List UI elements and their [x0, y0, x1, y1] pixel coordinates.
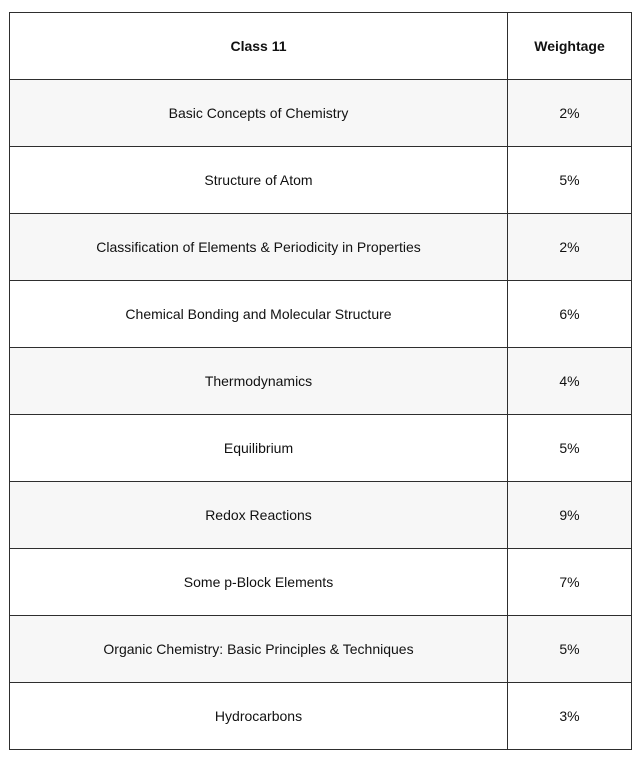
- table-row: [10, 348, 632, 415]
- table-row: [10, 549, 632, 616]
- topic-cell: Chemical Bonding and Molecular Structure: [10, 281, 508, 348]
- table-row: [10, 147, 632, 214]
- weightage-table: [9, 12, 632, 750]
- topic-cell: Organic Chemistry: Basic Principles & Techniques: [10, 616, 508, 683]
- header-weightage: Weightage: [508, 13, 632, 80]
- topic-cell: Some p-Block Elements: [10, 549, 508, 616]
- table-row: [10, 616, 632, 683]
- weightage-cell: 4%: [508, 348, 632, 415]
- weightage-cell: 6%: [508, 281, 632, 348]
- table-row: [10, 214, 632, 281]
- weightage-cell: 9%: [508, 482, 632, 549]
- table-row: [10, 683, 632, 750]
- weightage-cell: 5%: [508, 147, 632, 214]
- weightage-cell: 7%: [508, 549, 632, 616]
- table-body: [10, 80, 632, 750]
- table-row: [10, 482, 632, 549]
- table-row: [10, 281, 632, 348]
- header-row: [10, 13, 632, 80]
- header-class-11: Class 11: [10, 13, 508, 80]
- topic-cell: Classification of Elements & Periodicity in Properties: [10, 214, 508, 281]
- weightage-cell: 2%: [508, 214, 632, 281]
- weightage-cell: 5%: [508, 616, 632, 683]
- table-row: [10, 415, 632, 482]
- topic-cell: Equilibrium: [10, 415, 508, 482]
- topic-cell: Thermodynamics: [10, 348, 508, 415]
- topic-cell: Basic Concepts of Chemistry: [10, 80, 508, 147]
- weightage-cell: 3%: [508, 683, 632, 750]
- weightage-cell: 5%: [508, 415, 632, 482]
- weightage-cell: 2%: [508, 80, 632, 147]
- table-row: [10, 80, 632, 147]
- topic-cell: Hydrocarbons: [10, 683, 508, 750]
- topic-cell: Redox Reactions: [10, 482, 508, 549]
- topic-cell: Structure of Atom: [10, 147, 508, 214]
- table-header: [10, 13, 632, 80]
